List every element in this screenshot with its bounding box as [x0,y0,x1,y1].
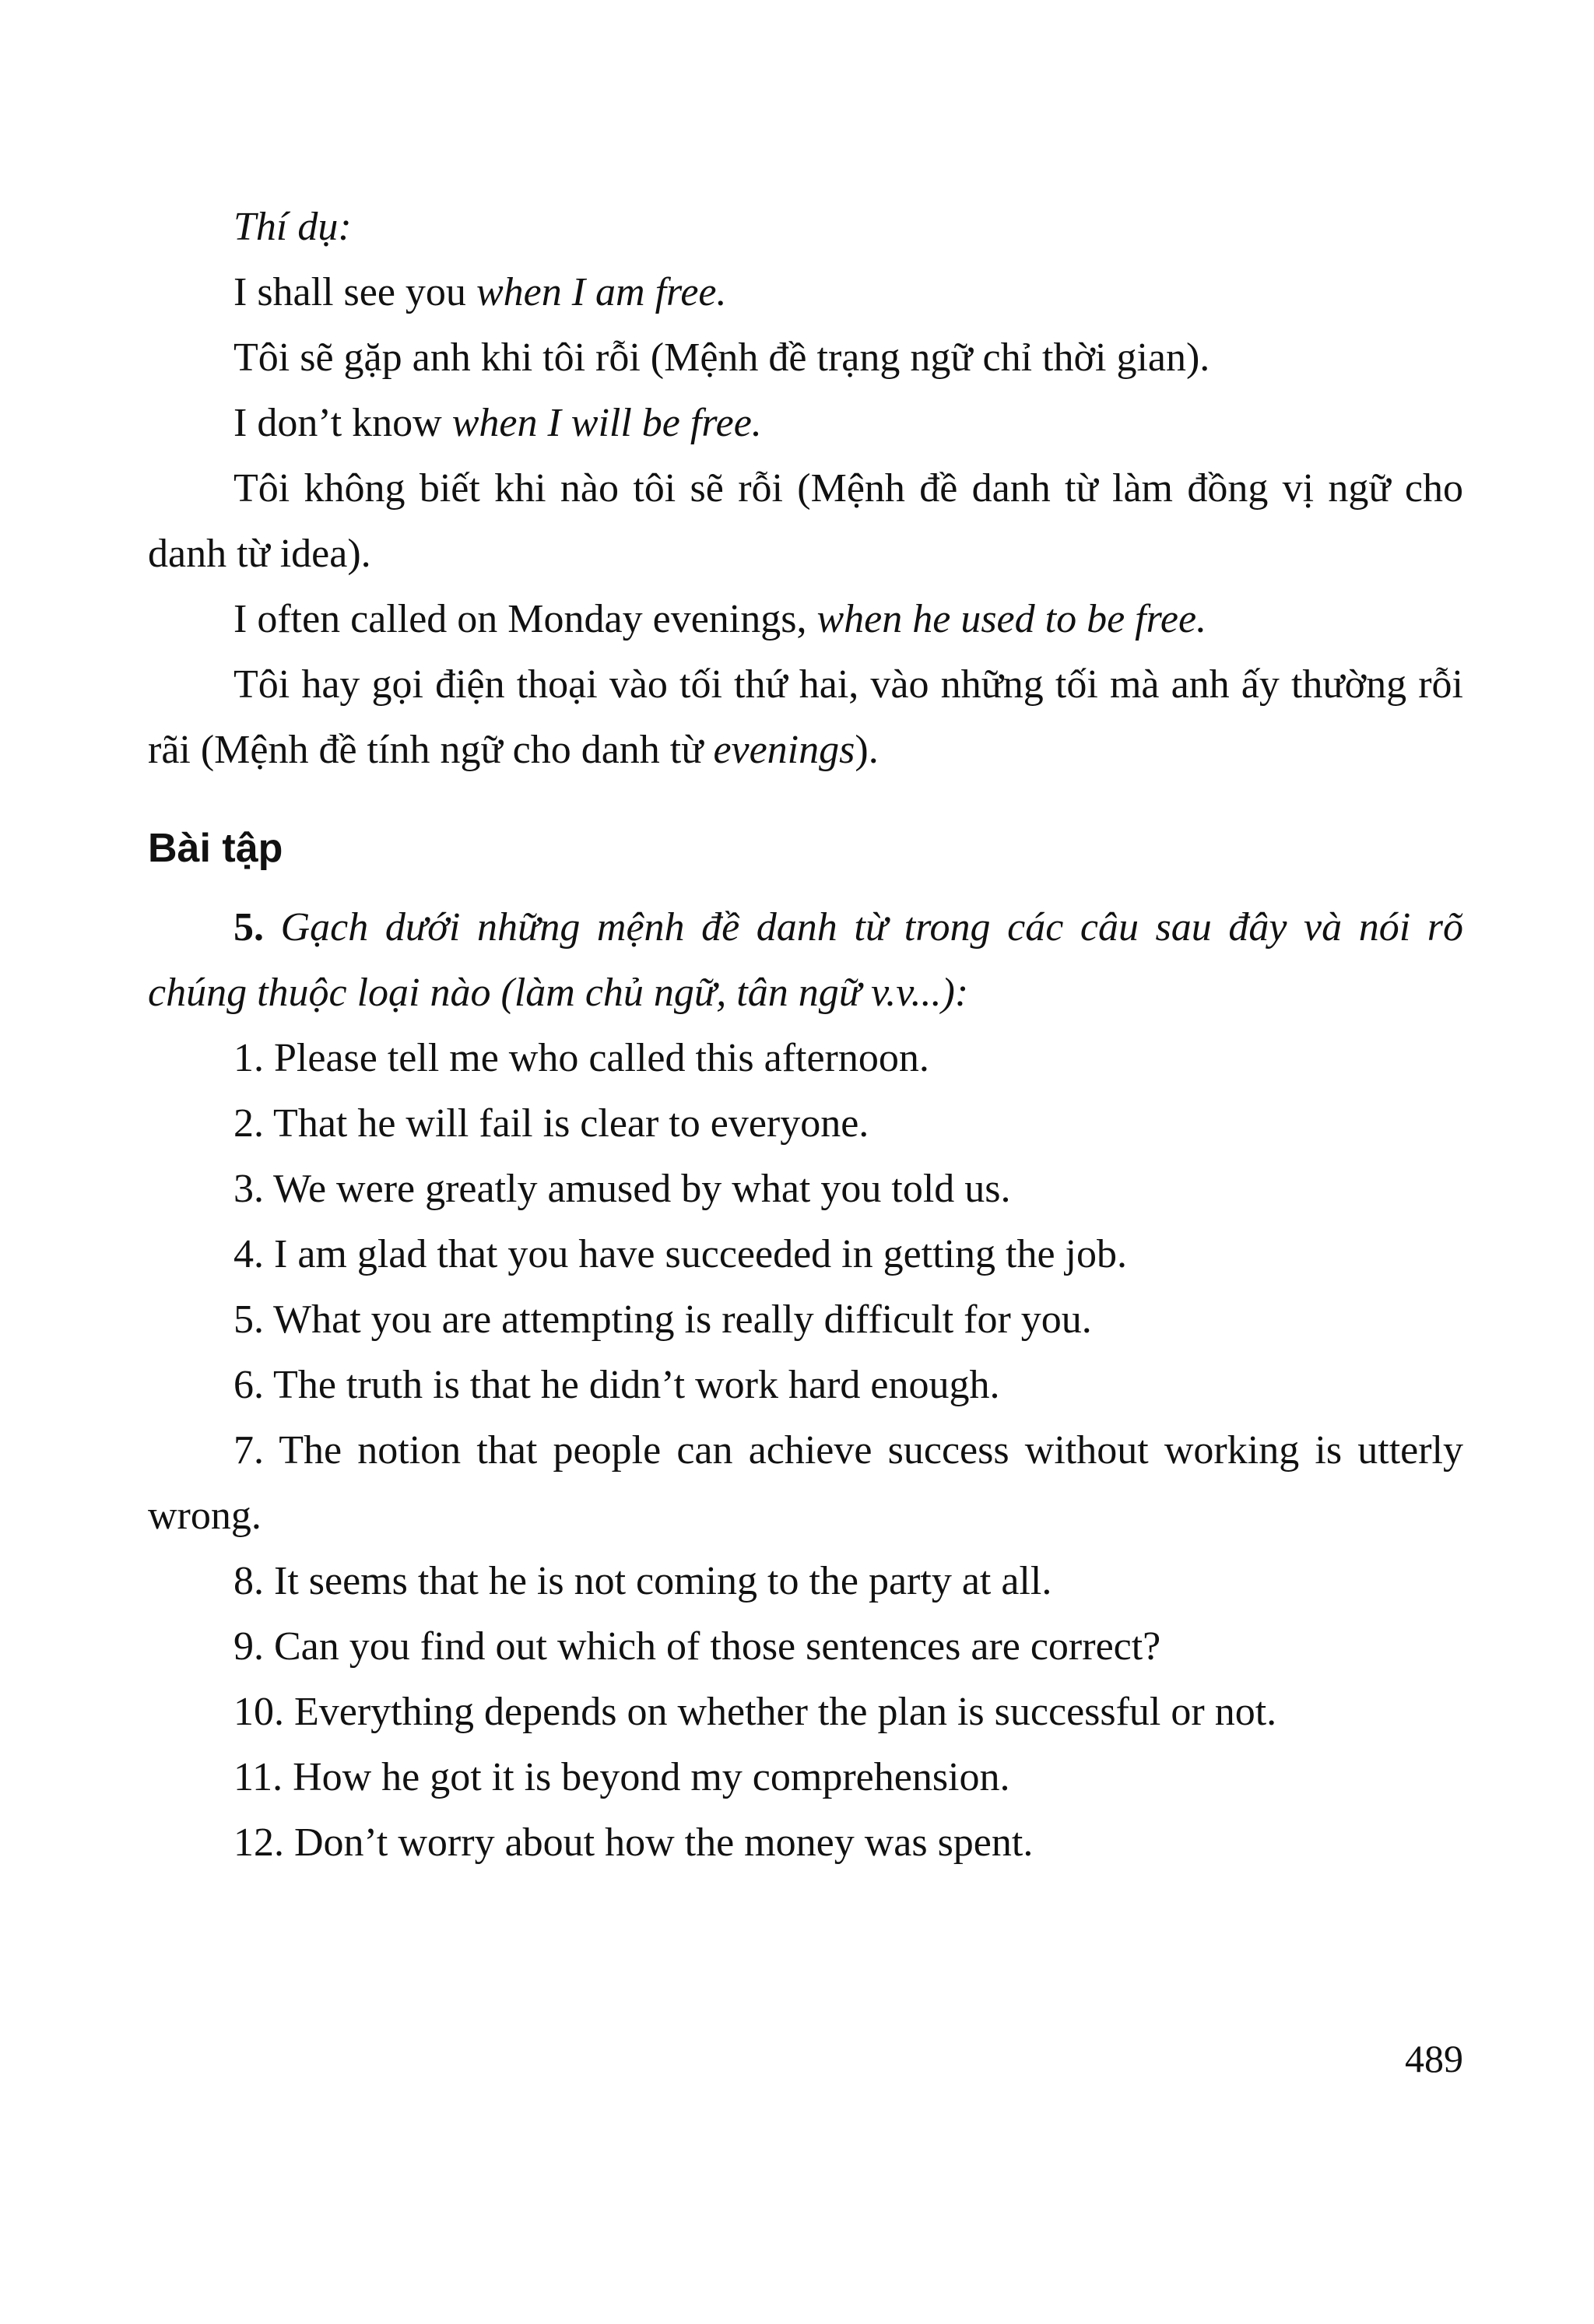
exercise-item-8: 8. It seems that he is not coming to the party at all. [233,1559,1052,1603]
exercise-item-6: 6. The truth is that he didn’t work hard enough. [233,1363,1000,1407]
plain-text: I don’t know [233,401,452,445]
exercise-item-2: 2. That he will fail is clear to everyone. [233,1101,869,1146]
exercise-item-12: 12. Don’t worry about how the money was spent. [233,1820,1034,1865]
italic-clause: when he used to be free. [816,597,1207,641]
page-number: 489 [1405,2037,1463,2080]
page-content [148,195,1463,1876]
plain-text: Tôi hay gọi điện thoại vào tối thứ hai, vào những tối mà anh ấy thường rỗi rãi (Mệnh đề tính ngữ cho danh từ [148,662,1463,772]
plain-text: ). [855,728,879,772]
plain-text: Tôi không biết khi nào tôi sẽ rỗi (Mệnh đề danh từ làm đồng vị ngữ cho danh từ idea). [148,466,1463,576]
exercise-item-11: 11. How he got it is beyond my comprehension. [233,1755,1010,1799]
example-translation-2 [148,456,1463,587]
instruction-text: Gạch dưới những mệnh đề danh từ trong các câu sau đây và nói rõ chúng thuộc loại nào (làm chủ ngữ, tân ngữ v.v...): [148,905,1463,1015]
plain-text: I often called on Monday evenings, [233,597,817,641]
exercise-item-9: 9. Can you find out which of those sentences are correct? [233,1624,1161,1669]
exercise-item-5: 5. What you are attempting is really difficult for you. [233,1297,1092,1342]
example-label: Thí dụ: [233,205,352,249]
example-sentence-2 [148,391,1463,456]
example-translation-1 [148,325,1463,391]
example-sentence-1 [148,260,1463,325]
exercise-item-4: 4. I am glad that you have succeeded in getting the job. [233,1232,1127,1276]
plain-text: Tôi sẽ gặp anh khi tôi rỗi (Mệnh đề trạng ngữ chỉ thời gian). [233,335,1210,380]
italic-clause: when I will be free. [451,401,762,445]
exercise-number: 5. [233,905,264,950]
italic-clause: when I am free. [476,270,727,314]
exercise-item-10: 10. Everything depends on whether the plan is successful or not. [233,1690,1277,1734]
exercise-item-3: 3. We were greatly amused by what you told us. [233,1167,1011,1211]
exercise-instruction [148,895,1463,1026]
exercise-item-7: 7. The notion that people can achieve success without working is utterly wrong. [148,1428,1463,1538]
exercise-item-1: 1. Please tell me who called this afternoon. [233,1036,929,1080]
example-sentence-3 [148,587,1463,652]
italic-word: evenings [713,728,855,772]
section-heading: Bài tập [148,826,283,871]
plain-text: I shall see you [233,270,476,314]
example-translation-3 [148,652,1463,783]
